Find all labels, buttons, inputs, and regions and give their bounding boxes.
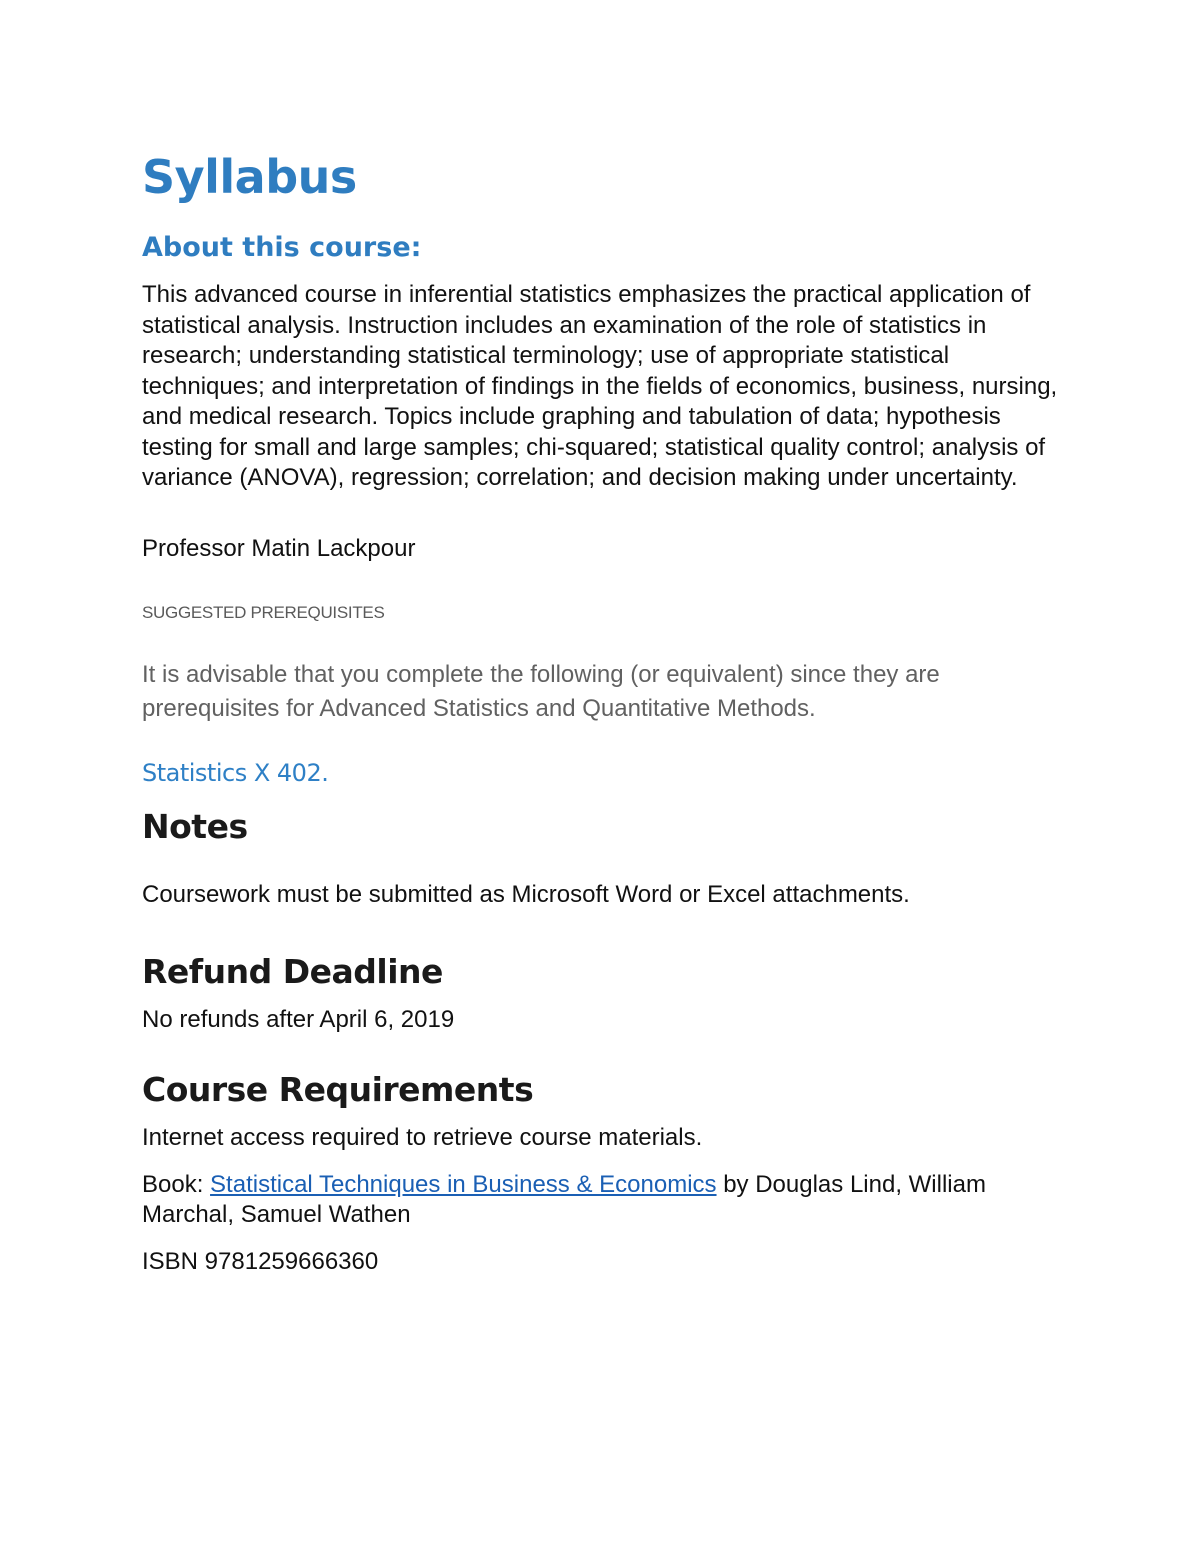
- document-content: [142, 146, 1062, 1277]
- book-authors: by Douglas Lind, William Marchal, Samuel Wathen: [142, 1170, 986, 1228]
- prerequisites-heading: SUGGESTED PREREQUISITES: [142, 603, 385, 622]
- book-title-link[interactable]: Statistical Techniques in Business & Economics: [210, 1170, 717, 1198]
- requirements-paragraph: Internet access required to retrieve course materials.: [142, 1124, 703, 1151]
- book-paragraph: [142, 1170, 1062, 1231]
- page-title: Syllabus: [142, 150, 357, 204]
- refund-heading: Refund Deadline: [142, 951, 443, 991]
- about-paragraph: This advanced course in inferential statistics emphasizes the practical application of statistical analysis. Instruction includes an examination of the role of statistics in research; understanding statistical terminology; use of appropriate statistical techniques; and interpretation of findings in the fields of economics, business, nursing, and medical research. Topics include graphing and tabulation of data; hypothesis testing for small and large samples; chi-squared; statistical quality control; analysis of variance (ANOVA), regression; correlation; and decision making under uncertainty.: [142, 281, 1058, 491]
- prerequisite-course: Statistics X 402.: [142, 759, 329, 787]
- about-heading: About this course:: [142, 232, 422, 263]
- isbn-text: ISBN 9781259666360: [142, 1247, 379, 1275]
- refund-paragraph: No refunds after April 6, 2019: [142, 1005, 455, 1033]
- notes-heading: Notes: [142, 807, 248, 846]
- notes-paragraph: Coursework must be submitted as Microsoft Word or Excel attachments.: [142, 881, 910, 908]
- prerequisites-paragraph: It is advisable that you complete the following (or equivalent) since they are prerequisites for Advanced Statistics and Quantitative Methods.: [142, 661, 940, 722]
- professor-name: Professor Matin Lackpour: [142, 534, 416, 562]
- requirements-heading: Course Requirements: [142, 1070, 534, 1109]
- book-prefix: Book:: [142, 1170, 211, 1198]
